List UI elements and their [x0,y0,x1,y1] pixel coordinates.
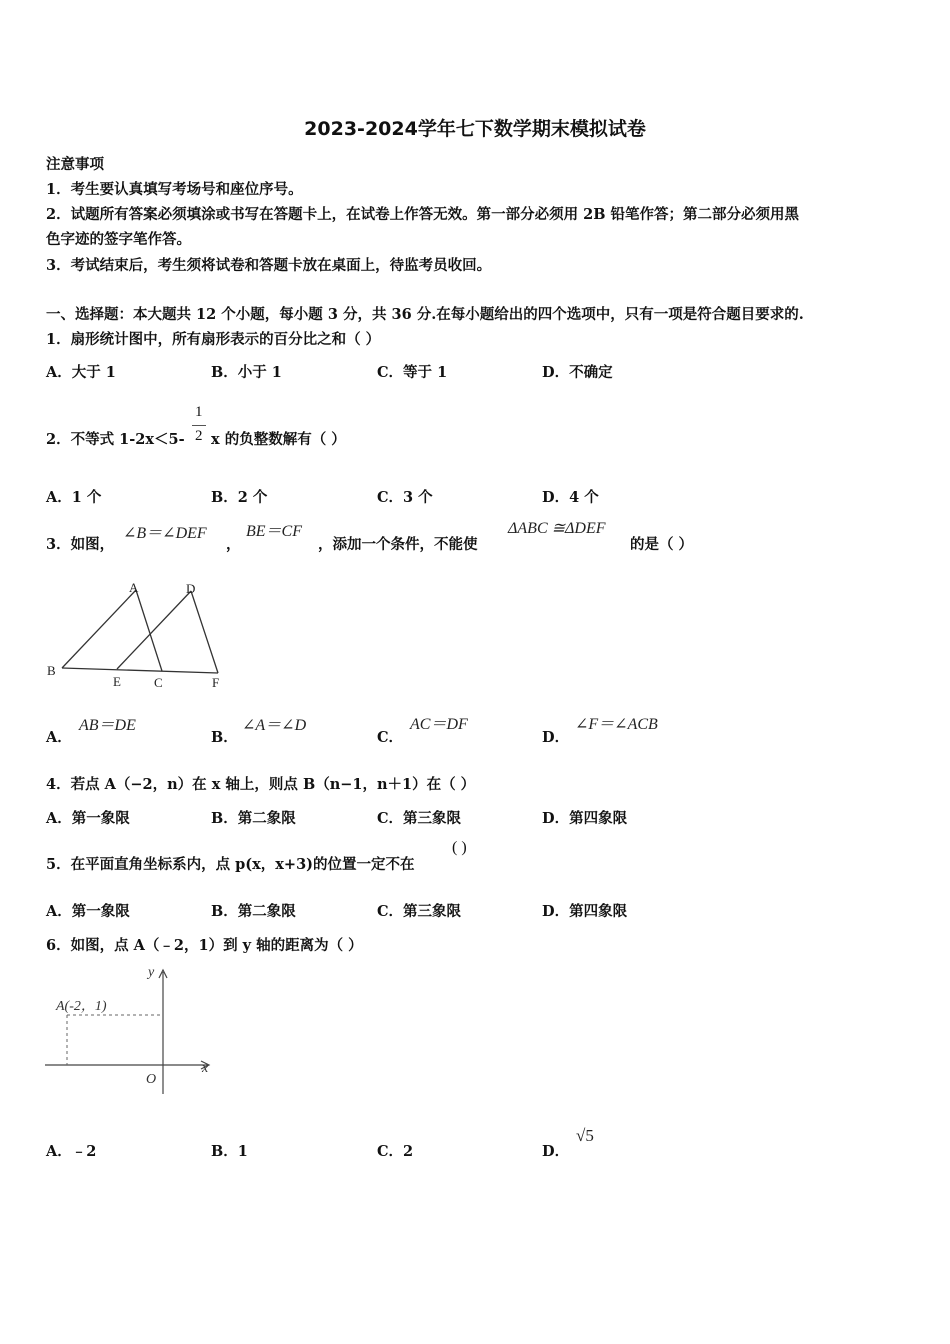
label-b: B [47,663,56,678]
q6-option-c: C．2 [377,1143,414,1160]
notice-item-2: 2．试题所有答案必须填涂或书写在答题卡上，在试卷上作答无效。第一部分必须用 2B 铅笔作答；第二部分必须用黑 [46,206,800,223]
q2-option-d: D．4 个 [542,489,599,506]
label-f: F [212,675,220,690]
x-axis-label: x [202,1061,209,1076]
q5-stem: 5．在平面直角坐标系内，点 p(x，x+3)的位置一定不在 [46,856,415,873]
label-e: E [113,674,121,689]
q5-option-d: D．第四象限 [542,903,628,920]
q4-option-b: B．第二象限 [211,810,296,827]
segment-bf [62,668,218,673]
origin-label: O [146,1072,157,1087]
notice-item-3: 3．考试结束后，考生须将试卷和答题卡放在桌面上，待监考员收回。 [46,257,492,274]
q1-option-a: A．大于 1 [46,364,116,381]
q6-option-b: B．1 [211,1143,248,1160]
q2-stem-post: x 的负整数解有（ ） [211,431,346,448]
q5-option-b: B．第二象限 [211,903,296,920]
segment-ac [136,590,162,671]
q3-comma: ， [226,536,241,553]
notice-item-2-cont: 色字迹的签字笔作答。 [46,231,191,248]
q6-coordinate-figure [40,958,220,1098]
segment-df [191,591,218,673]
notice-item-1: 1．考生要认真填写考场号和座位序号。 [46,181,303,198]
q5-option-a: A．第一象限 [46,903,130,920]
point-a-label: A(-2，1) [56,999,107,1014]
q5-option-c: C．第三象限 [377,903,462,920]
segment-ba [62,590,136,668]
q3-option-a-letter: A． [46,729,72,746]
q3-option-a-math: AB＝DE [79,717,136,734]
q3-option-b-letter: B． [211,729,238,746]
label-c: C [154,675,163,690]
q3-option-d-math: ∠F＝∠ACB [575,716,658,733]
q5-answer-paren: ( ) [452,839,467,856]
label-d: D [186,581,196,596]
segment-ed [117,591,191,669]
q6-option-a: A．﹣2 [46,1143,97,1160]
q2-fraction-numerator: 1 [195,404,203,420]
q1-stem: 1．扇形统计图中，所有扇形表示的百分比之和（ ） [46,331,381,348]
q4-stem: 4．若点 A（−2，n）在 x 轴上，则点 B（n−1，n＋1）在（ ） [46,776,476,793]
q3-condition-segment: BE＝CF [246,523,302,540]
q2-fraction-bar [192,425,206,426]
q3-stem-pre: 3．如图， [46,536,115,553]
q6-option-d: D． [542,1143,570,1160]
q1-option-b: B．小于 1 [211,364,282,381]
q2-option-c: C．3 个 [377,489,433,506]
y-axis-label: y [148,965,155,980]
q4-option-d: D．第四象限 [542,810,628,827]
q3-option-b-math: ∠A＝∠D [242,717,307,734]
q3-condition-congruent: ΔABC ≅ΔDEF [508,520,606,537]
q1-option-d: D．不确定 [542,364,613,381]
q3-triangle-figure [44,578,234,693]
q2-stem-pre: 2．不等式 1-2x＜5- [46,431,185,448]
q3-option-c-math: AC＝DF [410,716,468,733]
q3-stem-mid: ，添加一个条件，不能使 [318,536,478,553]
q2-option-a: A．1 个 [46,489,102,506]
q1-option-c: C．等于 1 [377,364,448,381]
q2-option-b: B．2 个 [211,489,268,506]
q2-fraction-denominator: 2 [195,428,203,444]
q6-option-d-sqrt: √5 [576,1126,594,1145]
notice-heading: 注意事项 [46,156,104,173]
section-heading: 一、选择题：本大题共 12 个小题，每小题 3 分，共 36 分.在每小题给出的四个选项中，只有一项是符合题目要求的. [46,306,804,323]
q3-option-d-letter: D． [542,729,570,746]
q4-option-a: A．第一象限 [46,810,130,827]
q6-stem: 6．如图，点 A（﹣2，1）到 y 轴的距离为（ ） [46,937,363,954]
q4-option-c: C．第三象限 [377,810,462,827]
q3-option-c-letter: C． [377,729,404,746]
q3-condition-angle: ∠B＝∠DEF [123,525,207,542]
q3-stem-post: 的是（ ） [630,536,694,553]
label-a: A [129,580,139,595]
page-title: 2023-2024学年七下数学期末模拟试卷 [304,118,646,140]
